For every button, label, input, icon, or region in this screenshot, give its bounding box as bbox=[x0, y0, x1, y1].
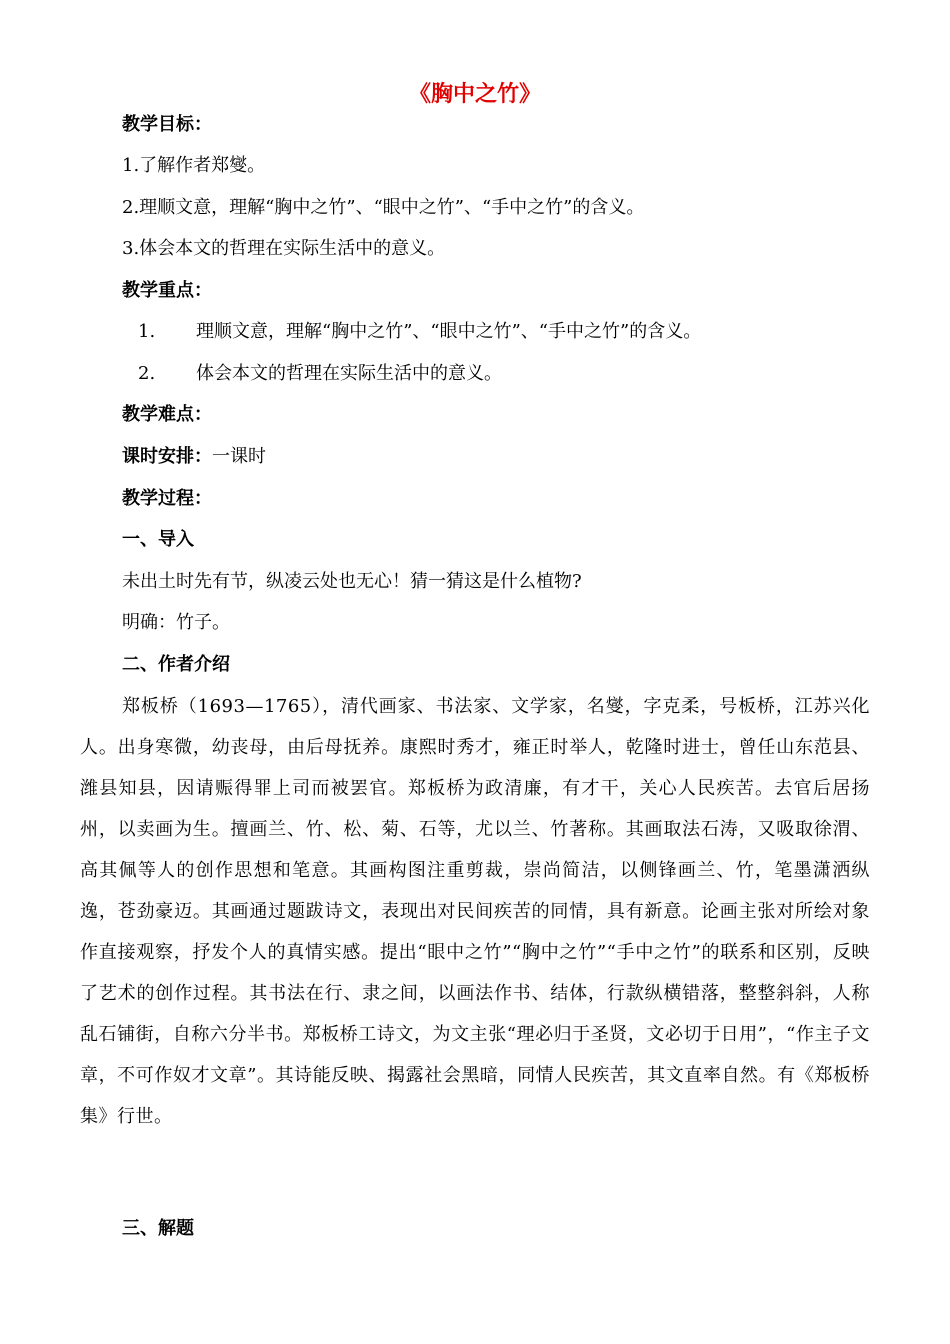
key-point-text: 体会本文的哲理在实际生活中的意义。 bbox=[196, 363, 502, 384]
key-point-number: 1. bbox=[138, 321, 156, 342]
key-point-item-2 bbox=[122, 362, 502, 386]
objectives-heading: 教学目标： bbox=[122, 114, 212, 135]
objective-item-3: 3.体会本文的哲理在实际生活中的意义。 bbox=[122, 238, 446, 259]
section1-riddle: 未出土时先有节，纵凌云处也无心！猜一猜这是什么植物? bbox=[122, 571, 582, 592]
schedule-line bbox=[122, 445, 266, 469]
section3-heading: 三、解题 bbox=[122, 1218, 194, 1239]
schedule-value: 一课时 bbox=[212, 446, 266, 467]
difficulties-heading: 教学难点： bbox=[122, 404, 212, 425]
objective-item-2: 2.理顺文意，理解“胸中之竹”、“眼中之竹”、“手中之竹”的含义。 bbox=[122, 197, 645, 218]
key-points-heading: 教学重点： bbox=[122, 280, 212, 301]
key-point-item-1 bbox=[122, 320, 701, 344]
author-bio-paragraph: 郑板桥（1693—1765），清代画家、书法家、文学家，名燮，字克柔，号板桥，江苏兴化人。出身寒微，幼丧母，由后母抚养。康熙时秀才，雍正时举人，乾隆时进士，曾任山东范县、潍县知县，因请赈得罪上司而被罢官。郑板桥为政清廉，有才干，关心人民疾苦。去官后居扬州，以卖画为生。擅画兰、竹、松、菊、石等，尤以兰、竹著称。其画取法石涛，又吸取徐渭、高其佩等人的创作思想和笔意。其画构图注重剪裁，崇尚简洁，以侧锋画兰、竹，笔墨潇洒纵逸，苍劲豪迈。其画通过题跋诗文，表现出对民间疾苦的同情，具有新意。论画主张对所绘对象作直接观察，抒发个人的真情实感。提出“眼中之竹”“胸中之竹”“手中之竹”的联系和区别，反映了艺术的创作过程。其书法在行、隶之间，以画法作书、结体，行款纵横错落，整整斜斜，人称乱石铺街，自称六分半书。郑板桥工诗文，为文主张“理必归于圣贤，文必切于日用”，“作主子文章，不可作奴才文章”。其诗能反映、揭露社会黑暗，同情人民疾苦，其文直率自然。有《郑板桥集》行世。 bbox=[80, 696, 870, 1127]
section1-heading: 一、导入 bbox=[122, 529, 194, 550]
section2-heading: 二、作者介绍 bbox=[122, 654, 230, 675]
document-title: 《胸中之竹》 bbox=[408, 82, 541, 107]
objective-item-1: 1.了解作者郑燮。 bbox=[122, 155, 266, 176]
key-point-number: 2. bbox=[138, 363, 156, 384]
process-heading: 教学过程： bbox=[122, 488, 212, 509]
section1-answer: 明确：竹子。 bbox=[122, 612, 230, 633]
key-point-text: 理顺文意，理解“胸中之竹”、“眼中之竹”、“手中之竹”的含义。 bbox=[196, 321, 702, 342]
schedule-heading: 课时安排： bbox=[122, 446, 212, 467]
